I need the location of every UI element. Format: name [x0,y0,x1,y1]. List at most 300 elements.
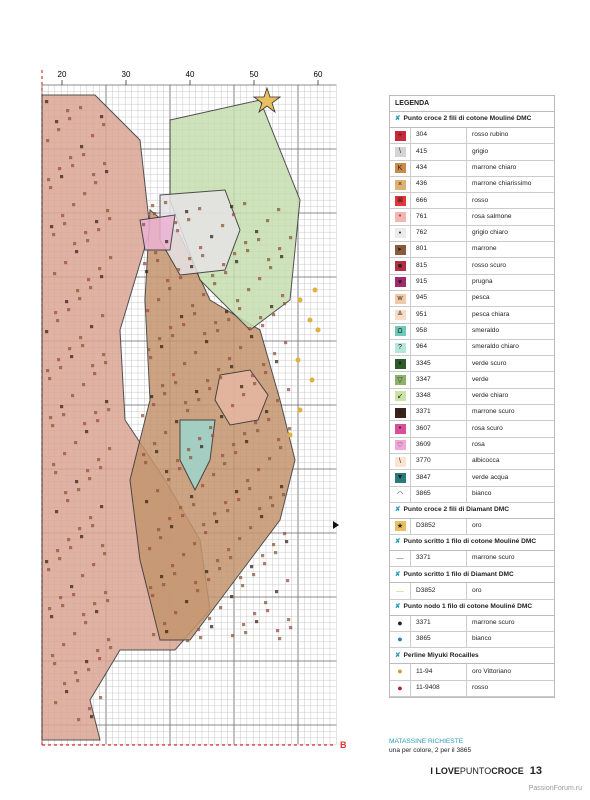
stitch-mark [197,398,200,401]
stitch-mark [51,654,54,657]
stitch-mark [211,274,214,277]
bead-mark [310,378,315,383]
legend-swatch: w [395,294,406,304]
stitch-mark [164,431,167,434]
stitch-mark [243,202,246,205]
stitch-mark [229,556,232,559]
skeins-note [389,738,471,754]
legend-swatch: ■ [395,408,406,418]
skeins-text: una per colore, 2 per il 3865 [389,747,472,754]
brand-love: LOVE [435,766,460,776]
legend-color-name: pesca chiara [472,310,510,318]
stitch-mark [233,252,236,255]
legend-swatch-cell [390,405,411,420]
legend-row [390,551,554,567]
cross-mark-icon: ✘ [395,506,401,514]
stitch-mark [234,451,237,454]
stitch-mark [56,319,59,322]
stitch-mark [165,240,168,243]
stitch-mark [53,272,56,275]
legend-swatch: • [395,424,406,434]
stitch-mark [109,256,112,259]
stitch-mark [185,210,188,213]
bead-mark [296,358,301,363]
legend-code: D3852 [411,519,467,534]
stitch-mark [162,583,165,586]
stitch-mark [48,607,51,610]
stitch-mark [182,553,185,556]
stitch-mark [214,321,217,324]
stitch-mark [103,552,106,555]
stitch-mark [231,634,234,637]
stitch-mark [213,282,216,285]
stitch-mark [202,293,205,296]
stitch-mark [171,564,174,567]
legend-panel [389,95,555,698]
legend-color-name: rosa salmone [472,212,512,220]
legend-color-name: verde [472,375,489,383]
legend-section-heading-text: Punto scritto 1 filo di cotone Mouliné DMC [403,538,537,546]
legend-title: LEGENDA [390,96,554,112]
legend-swatch-cell [390,438,411,453]
stitch-mark [93,372,96,375]
legend-row [390,372,554,388]
stitch-mark [205,570,208,573]
axis-number: 60 [313,70,323,79]
axis-number: 50 [249,70,259,79]
stitch-mark [201,254,204,257]
stitch-mark [249,526,252,529]
legend-swatch-cell [390,275,411,290]
stitch-mark [174,221,177,224]
legend-swatch: ■ [395,261,406,271]
stitch-mark [89,516,92,519]
stitch-mark [253,382,256,385]
stitch-mark [45,100,48,103]
legend-swatch-cell [390,258,411,273]
legend-swatch-cell [390,161,411,176]
stitch-mark [58,167,61,170]
stitch-mark [54,311,57,314]
legend-color-name: verde chiaro [472,392,509,400]
stitch-mark [47,178,50,181]
legend-swatch: \ [395,147,406,157]
stitch-mark [94,411,97,414]
stitch-mark [262,363,265,366]
stitch-mark [167,478,170,481]
legend-code: 762 [411,226,467,241]
legend-swatch: ● [395,683,406,693]
stitch-mark [65,300,68,303]
stitch-mark [267,418,270,421]
stitch-mark [151,204,154,207]
stitch-mark [180,315,183,318]
stitch-mark [94,181,97,184]
stitch-mark [160,345,163,348]
stitch-mark [88,477,91,480]
stitch-mark [51,424,54,427]
stitch-mark [86,239,89,242]
stitch-mark [61,214,64,217]
legend-swatch-cell [390,421,411,436]
legend-color-name: rosso rubino [472,131,509,139]
stitch-mark [79,106,82,109]
stitch-mark [186,639,189,642]
stitch-mark [241,584,244,587]
stitch-mark [272,543,275,546]
stitch-mark [287,618,290,621]
stitch-mark [205,340,208,343]
stitch-mark [222,263,225,266]
legend-row [390,681,554,697]
legend-row [390,177,554,193]
stitch-mark [78,297,81,300]
legend-color-name: bianco [472,489,492,497]
stitch-mark [279,446,282,449]
legend-code: 3345 [411,356,467,371]
legend-swatch: ? [395,343,406,353]
stitch-mark [185,600,188,603]
stitch-mark [227,548,230,551]
legend-swatch: ● [395,635,406,645]
legend-color-name: marrone chiarissimo [472,180,532,188]
stitch-mark [56,549,59,552]
legend-code: 3770 [411,454,467,469]
stitch-mark [202,523,205,526]
stitch-mark [213,512,216,515]
stitch-mark [254,421,257,424]
stitch-mark [285,540,288,543]
stitch-mark [163,622,166,625]
stitch-mark [55,120,58,123]
stitch-mark [52,463,55,466]
legend-row [390,340,554,356]
stitch-mark [230,365,233,368]
stitch-mark [255,620,258,623]
stitch-mark [179,506,182,509]
stitch-mark [108,447,111,450]
stitch-mark [174,611,177,614]
stitch-mark [266,219,269,222]
stitch-mark [165,470,168,473]
legend-color-name: marrone [472,245,497,253]
stitch-mark [207,578,210,581]
legend-code: 951 [411,307,467,322]
stitch-mark [45,330,48,333]
legend-swatch: • [395,228,406,238]
legend-swatch: ▼ [395,473,406,483]
stitch-mark [232,443,235,446]
stitch-mark [69,546,72,549]
stitch-mark [179,276,182,279]
skeins-label: MATASSINE RICHIESTE [389,738,464,745]
stitch-mark [175,420,178,423]
stitch-mark [281,294,284,297]
stitch-mark [82,153,85,156]
stitch-mark [98,267,101,270]
stitch-mark [64,261,67,264]
stitch-mark [208,387,211,390]
legend-swatch: ● [395,667,406,677]
legend-section-heading [390,112,554,128]
stitch-mark [67,308,70,311]
stitch-mark [142,453,145,456]
stitch-mark [256,429,259,432]
legend-swatch-cell [390,487,411,502]
stitch-mark [101,314,104,317]
legend-swatch: ★ [395,521,406,531]
legend-section-heading [390,535,554,551]
stitch-mark [187,448,190,451]
stitch-mark [163,392,166,395]
stitch-mark [194,351,197,354]
legend-color-name: smeraldo [472,326,500,334]
legend-color-name: albicocca [472,457,500,465]
legend-swatch-cell [390,632,411,647]
stitch-mark [224,501,227,504]
stitch-mark [92,563,95,566]
stitch-mark [149,586,152,589]
stitch-mark [154,251,157,254]
stitch-mark [96,419,99,422]
stitch-mark [77,718,80,721]
stitch-mark [231,404,234,407]
stitch-mark [71,164,74,167]
stitch-mark [273,352,276,355]
stitch-mark [150,395,153,398]
stitch-mark [271,504,274,507]
stitch-mark [203,332,206,335]
stitch-mark [204,531,207,534]
stitch-mark [144,461,147,464]
stitch-mark [255,230,258,233]
legend-swatch: ▽ [395,375,406,385]
stitch-mark [227,318,230,321]
stitch-mark [91,134,94,137]
legend-row [390,487,554,503]
legend-section-heading-text: Punto nodo 1 filo di cotone Mouliné DMC [403,602,533,610]
stitch-mark [161,384,164,387]
cross-mark-icon: ✘ [395,538,401,546]
stitch-mark [109,646,112,649]
legend-code: 945 [411,291,467,306]
legend-swatch-cell [390,389,411,404]
legend-section-heading-text: Punto scritto 1 filo di Diamant DMC [403,570,514,578]
brand-punto: PUNTO [459,766,492,776]
stitch-mark [79,336,82,339]
stitch-mark [183,362,186,365]
stitch-mark [288,427,291,430]
stitch-mark [80,145,83,148]
stitch-mark [277,208,280,211]
legend-row [390,324,554,340]
stitch-mark [196,589,199,592]
stitch-mark [274,551,277,554]
legend-swatch-cell [390,551,411,566]
legend-code: 415 [411,144,467,159]
stitch-mark [59,596,62,599]
stitch-mark [284,341,287,344]
stitch-mark [75,250,78,253]
stitch-mark [177,268,180,271]
legend-swatch-cell [390,242,411,257]
stitch-mark [88,707,91,710]
legend-swatch-cell [390,616,411,631]
legend-color-name: rosso scuro [472,261,507,269]
cross-mark-icon: ✘ [395,570,401,578]
stitch-mark [269,496,272,499]
stitch-mark [156,259,159,262]
stitch-mark [275,590,278,593]
stitch-mark [190,495,193,498]
stitch-mark [99,696,102,699]
legend-code: 3347 [411,372,467,387]
legend-row [390,389,554,405]
legend-row [390,519,554,535]
legend-color-name: bianco [472,635,492,643]
stitch-mark [159,536,162,539]
legend-color-name: prugna [472,278,493,286]
legend-row [390,583,554,599]
stitch-mark [238,537,241,540]
stitch-mark [208,617,211,620]
stitch-mark [215,520,218,523]
stitch-mark [230,205,233,208]
legend-row [390,454,554,470]
stitch-mark [45,560,48,563]
stitch-mark [74,671,77,674]
stitch-mark [289,626,292,629]
stitch-mark [283,302,286,305]
legend-section-heading [390,600,554,616]
stitch-mark [81,574,84,577]
stitch-mark [172,373,175,376]
stitch-mark [86,469,89,472]
stitch-mark [63,682,66,685]
stitch-mark [230,595,233,598]
stitch-mark [46,369,49,372]
stitch-mark [287,388,290,391]
legend-row [390,128,554,144]
stitch-mark [93,602,96,605]
stitch-mark [148,547,151,550]
legend-code: 964 [411,340,467,355]
stitch-mark [142,223,145,226]
stitch-mark [141,414,144,417]
stitch-mark [243,432,246,435]
stitch-mark [157,528,160,531]
stitch-mark [266,609,269,612]
stitch-mark [85,660,88,663]
stitch-mark [58,557,61,560]
legend-color-name: smeraldo chiaro [472,343,519,351]
stitch-mark [240,385,243,388]
stitch-mark [168,287,171,290]
stitch-mark [219,376,222,379]
stitch-mark [53,662,56,665]
legend-row [390,307,554,323]
legend-color-name: marrone chiaro [472,163,517,171]
stitch-mark [57,358,60,361]
stitch-mark [264,371,267,374]
stitch-mark [68,117,71,120]
stitch-mark [265,410,268,413]
legend-color-name: oro [472,522,482,530]
axis-number: 20 [57,70,67,79]
stitch-mark [70,355,73,358]
stitch-mark [63,222,66,225]
legend-swatch: \ [395,457,406,467]
legend-code: 761 [411,209,467,224]
stitch-mark [184,401,187,404]
legend-code: 3865 [411,487,467,502]
stitch-mark [83,422,86,425]
stitch-mark [145,270,148,273]
stitch-mark [188,257,191,260]
watermark: PassionForum.ru [528,785,582,792]
stitch-mark [251,374,254,377]
axis-number: 30 [121,70,131,79]
stitch-mark [276,629,279,632]
stitch-mark [77,488,80,491]
stitch-mark [64,491,67,494]
stitch-mark [191,304,194,307]
legend-section-heading [390,648,554,664]
stitch-mark [61,604,64,607]
stitch-mark [82,383,85,386]
legend-swatch: * [395,212,406,222]
legend-row [390,226,554,242]
legend-swatch: ♡ [395,440,406,450]
stitch-mark [104,591,107,594]
legend-row [390,291,554,307]
stitch-mark [103,162,106,165]
stitch-mark [91,364,94,367]
stitch-mark [201,484,204,487]
stitch-mark [105,170,108,173]
legend-code: 3847 [411,470,467,485]
stitch-mark [246,249,249,252]
stitch-mark [72,593,75,596]
stitch-mark [242,393,245,396]
stitch-mark [65,690,68,693]
stitch-mark [107,638,110,641]
stitch-mark [270,305,273,308]
legend-color-name: verde acqua [472,473,509,481]
stitch-mark [70,585,73,588]
legend-swatch-cell [390,226,411,241]
legend-row [390,421,554,437]
stitch-mark [193,542,196,545]
legend-swatch-cell [390,454,411,469]
stitch-mark [157,298,160,301]
stitch-mark [102,123,105,126]
stitch-mark [92,173,95,176]
legend-code: 11-94 [411,664,467,679]
legend-swatch-cell [390,372,411,387]
stitch-mark [200,445,203,448]
stitch-mark [216,559,219,562]
stitch-mark [104,361,107,364]
stitch-mark [74,441,77,444]
stitch-mark [244,631,247,634]
legend-swatch: ♥ [395,277,406,287]
legend-swatch-cell [390,291,411,306]
stitch-mark [194,581,197,584]
legend-swatch: Ω [395,326,406,336]
stitch-mark [155,450,158,453]
stitch-mark [78,527,81,530]
